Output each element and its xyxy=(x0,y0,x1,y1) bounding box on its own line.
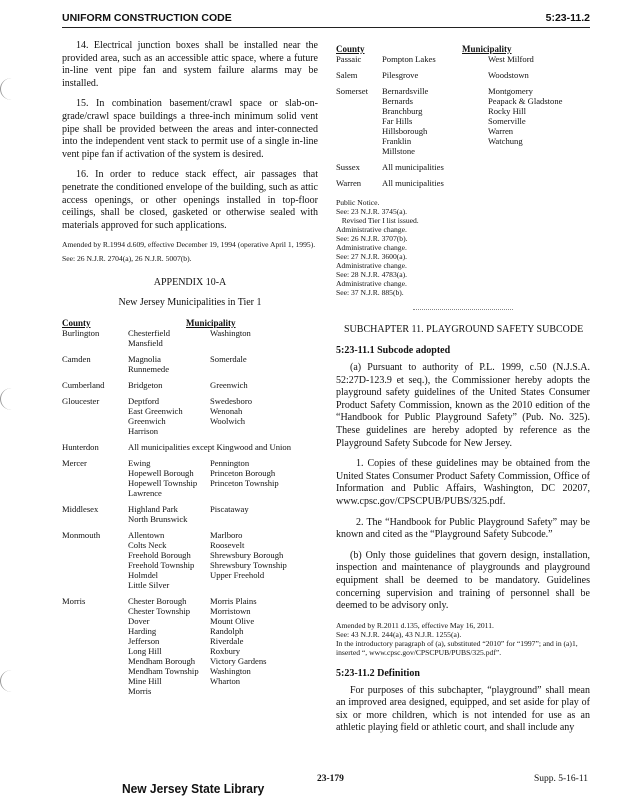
table-row xyxy=(62,458,318,504)
county-cell: Cumberland xyxy=(62,379,105,390)
paragraph-14: 14. Electrical junction boxes shall be installed near the provided area, such as an accessible attic space, where a future in-line vent pipe fan and system failure alarms may be installed. xyxy=(62,40,318,89)
municipality-cell: Highland Park North Brunswick xyxy=(128,503,188,524)
municipality-cell: Greenwich xyxy=(210,379,248,390)
municipality-cell: West Milford xyxy=(488,54,534,64)
table-row xyxy=(336,178,590,194)
county-cell: Sussex xyxy=(336,162,360,172)
history-note-11-1: In the introductory paragraph of (a), substituted “2010” for “1997”; and in (a)1, inserted “, www.cpsc.gov/CPSCPUB/PUBS/325.pdf”. xyxy=(336,639,578,658)
section-11-1-para-a1: 1. Copies of these guidelines may be obtained from the United States Consumer Product Safety Commission, Office of Information and Public Affairs, Washington, DC 20207, www.cpsc.gov/CPSCPUB/PUBS/325.pdf. xyxy=(336,458,590,507)
header-code-title: UNIFORM CONSTRUCTION CODE xyxy=(62,12,232,24)
county-cell: Gloucester xyxy=(62,395,100,406)
publication-note-line: Revised Tier I list issued. xyxy=(336,216,419,225)
table-row xyxy=(62,442,318,458)
municipality-cell xyxy=(488,162,590,178)
publication-note-line: Administrative change. xyxy=(336,279,407,288)
municipality-cell: Magnolia Runnemede xyxy=(128,353,170,374)
municipality-cell: Washington xyxy=(210,327,251,338)
amendment-note-11-1: Amended by R.2011 d.135, effective May 16, 2011. xyxy=(336,620,494,630)
footer-library-stamp: New Jersey State Library xyxy=(122,781,265,796)
col-county: County xyxy=(62,317,91,328)
table-row xyxy=(62,396,318,442)
paragraph-16: 16. In order to reduce stack effect, air passages that penetrate the conditioned envelope of the building, such as attic access openings, or other openings installed in top-floor ceilings, shall be closed, gasketed or otherwise sealed with materials approved for such applications. xyxy=(62,169,318,231)
county-cell: Monmouth xyxy=(62,529,101,540)
publication-note-line: See: 27 N.J.R. 3600(a). xyxy=(336,252,408,261)
county-cell: Burlington xyxy=(62,327,100,338)
see-note: See: 26 N.J.R. 2704(a), 26 N.J.R. 5007(b). xyxy=(62,253,192,263)
tier1-table-left xyxy=(62,318,318,702)
right-column xyxy=(336,44,590,743)
municipality-cell: All municipalities xyxy=(382,178,444,188)
municipality-cell: Woodstown xyxy=(488,70,529,80)
municipality-cell xyxy=(488,178,590,194)
municipality-cell: All municipalities xyxy=(382,162,444,172)
running-header xyxy=(62,10,590,26)
publication-note-line: Public Notice. xyxy=(336,198,380,207)
publication-note-line: Administrative change. xyxy=(336,243,407,252)
scan-edge-mark xyxy=(0,78,23,100)
table-row xyxy=(336,54,590,70)
municipality-cell: Pennington Princeton Borough Princeton Township xyxy=(210,457,279,488)
county-cell: Passaic xyxy=(336,54,362,64)
appendix-title: APPENDIX 10-A xyxy=(153,276,227,288)
section-separator xyxy=(413,309,513,310)
municipality-cell: Bridgeton xyxy=(128,379,163,390)
publication-note-line: See: 28 N.J.R. 4783(a). xyxy=(336,270,408,279)
municipality-cell: Marlboro Roosevelt Shrewsbury Borough Shrewsbury Township Upper Freehold xyxy=(210,529,287,580)
county-cell: Middlesex xyxy=(62,503,99,514)
municipality-cell: Morris Plains Morristown Mount Olive Randolph Riverdale Roxbury Victory Gardens Washington Wharton xyxy=(210,595,267,686)
section-11-1-para-b: (b) Only those guidelines that govern design, installation, inspection and maintenance of playgrounds and playground equipment shall be deemed to be mandatory. Guidelines concerning supervision and training of personnel shall be deemed to be advisory only. xyxy=(336,549,590,612)
header-rule xyxy=(62,27,590,28)
publication-note-line: Administrative change. xyxy=(336,225,407,234)
col-municipality: Municipality xyxy=(186,317,236,328)
municipality-cell: Somerdale xyxy=(210,353,247,364)
county-cell: Hunterdon xyxy=(62,441,99,452)
table-row xyxy=(336,70,590,86)
appendix-subtitle: New Jersey Municipalities in Tier 1 xyxy=(118,296,262,308)
table-row xyxy=(62,596,318,702)
municipality-cell: Pompton Lakes xyxy=(382,54,436,64)
county-cell: Somerset xyxy=(336,86,368,96)
table-row xyxy=(336,162,590,178)
section-11-2-para: For purposes of this subchapter, “playground” shall mean an improved area designed, equipped, and set aside for play of six or more children, which is not intended for use as an athletic playing field or athletic court, and shall include any xyxy=(336,684,590,734)
county-cell: Warren xyxy=(336,178,362,188)
municipality-cell: Swedesboro Wenonah Woolwich xyxy=(210,395,253,426)
municipality-cell: Allentown Colts Neck Freehold Borough Freehold Township Holmdel Little Silver xyxy=(128,529,195,590)
municipality-cell: Chester Borough Chester Township Dover Harding Jefferson Long Hill Mendham Borough Mendham Township Mine Hill Morris xyxy=(128,595,199,696)
section-11-1-para-a: (a) Pursuant to authority of P.L. 1999, c.50 (N.J.S.A. 52:27D-123.9 et seq.), the Commissioner hereby adopts the playground safety guidelines of the United States Consumer Product Safety Commission, known as the 2010 edition of the “Handbook for Public Playground Safety” (Pub. No. 325). These guidelines are hereby adopted by reference as the Playground Safety Subcode for New Jersey. xyxy=(336,362,590,449)
publication-note-line: See: 37 N.J.R. 885(b). xyxy=(336,288,404,297)
scan-edge-mark xyxy=(0,670,23,692)
header-section-number: 5:23-11.2 xyxy=(545,12,590,24)
amendment-note: Amended by R.1994 d.609, effective December 19, 1994 (operative April 1, 1995). xyxy=(62,240,316,250)
table-row xyxy=(336,86,590,162)
county-cell: Morris xyxy=(62,595,86,606)
col-county: County xyxy=(336,44,365,54)
publication-note-line: Administrative change. xyxy=(336,261,407,270)
publication-note-line: See: 26 N.J.R. 3707(b). xyxy=(336,234,408,243)
municipality-cell: Montgomery Peapack & Gladstone Rocky Hill Somerville Warren Watchung xyxy=(488,86,563,146)
subchapter-title: SUBCHAPTER 11. PLAYGROUND SAFETY SUBCODE xyxy=(344,324,584,335)
tier1-table-right xyxy=(336,44,590,194)
municipality-cell: Ewing Hopewell Borough Hopewell Township Lawrence xyxy=(128,457,198,498)
publication-note-line: See: 23 N.J.R. 3745(a). xyxy=(336,207,408,216)
municipality-cell: Bernardsville Bernards Branchburg Far Hills Hillsborough Franklin Millstone xyxy=(382,86,429,156)
municipality-cell: Pilesgrove xyxy=(382,70,419,80)
municipality-cell: All municipalities except Kingwood and Union xyxy=(128,441,292,452)
table-row xyxy=(62,354,318,380)
see-note-11-1: See: 43 N.J.R. 244(a), 43 N.J.R. 1255(a). xyxy=(336,629,462,639)
table-row xyxy=(62,380,318,396)
paragraph-15: 15. In combination basement/crawl space or slab-on-grade/crawl space buildings a three-inch minimum solid vent pipe shall be provided between the areas and inter-connected into the independent vent stack to permit use of a single in-line vent pipe fan if activation of the system is desired. xyxy=(62,98,318,160)
county-cell: Mercer xyxy=(62,457,87,468)
municipality-cell: Deptford East Greenwich Greenwich Harrison xyxy=(128,395,183,436)
table-row xyxy=(62,504,318,530)
municipality-cell: Piscataway xyxy=(210,503,249,514)
table-row xyxy=(62,328,318,354)
section-title-11-1: 5:23-11.1 Subcode adopted xyxy=(336,345,451,356)
table-row xyxy=(62,530,318,596)
section-title-11-2: 5:23-11.2 Definition xyxy=(336,667,420,679)
left-column xyxy=(62,40,318,702)
county-cell: Salem xyxy=(336,70,358,80)
footer-page-number: 23-179 xyxy=(317,774,344,784)
county-cell: Camden xyxy=(62,353,91,364)
public-notice-notes xyxy=(336,198,590,297)
scan-edge-mark xyxy=(0,388,23,410)
section-11-1-para-a2: 2. The “Handbook for Public Playground Safety” may be known and cited as the “Playground Safety Subcode.” xyxy=(336,516,590,541)
footer-supplement: Supp. 5-16-11 xyxy=(533,774,588,784)
municipality-cell: Chesterfield Mansfield xyxy=(128,327,170,348)
col-municipality: Municipality xyxy=(462,44,512,54)
